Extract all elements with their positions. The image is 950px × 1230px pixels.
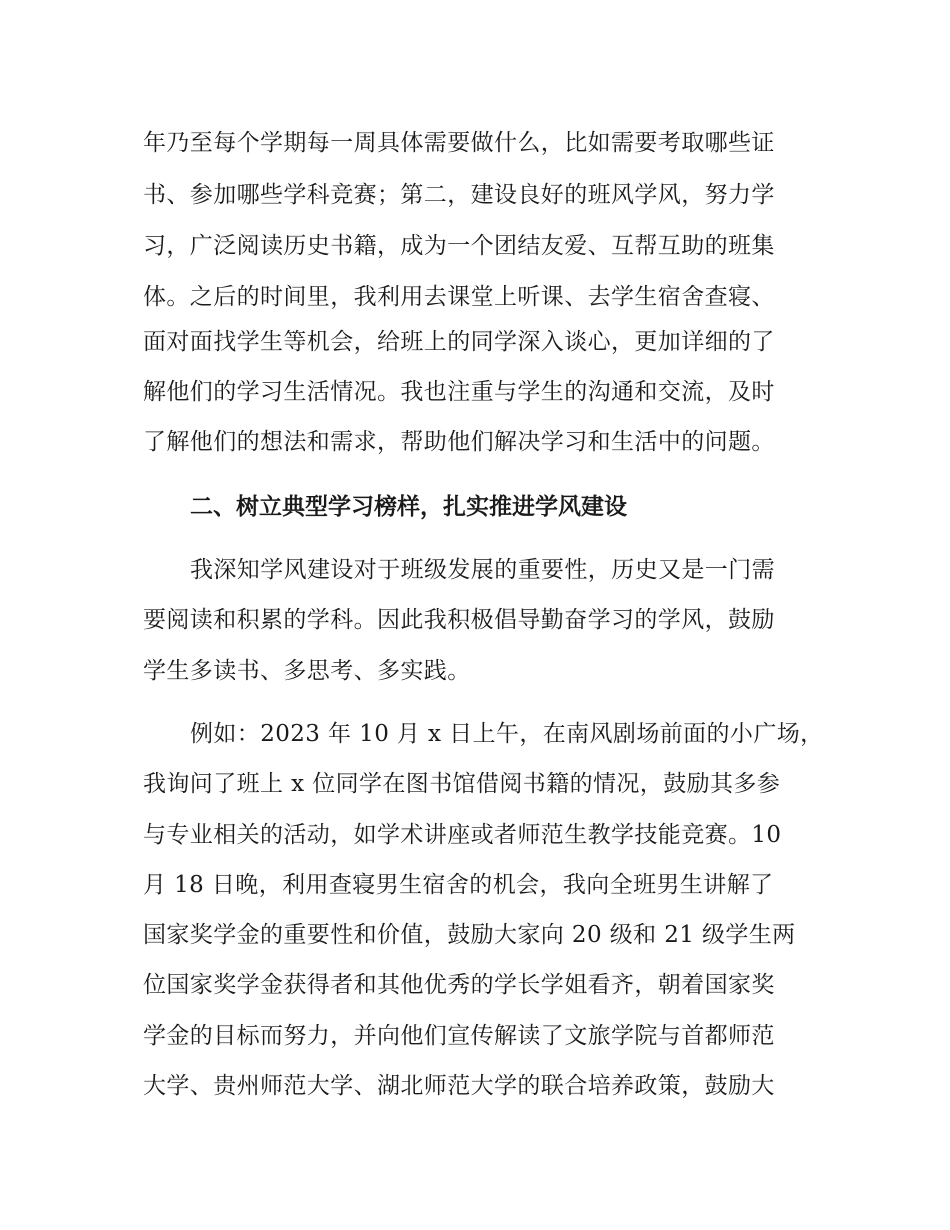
text-line: 了解他们的想法和需求，帮助他们解决学习和生活中的问题。 — [143, 429, 775, 455]
text-line: 位国家奖学金获得者和其他优秀的学长学姐看齐，朝着国家奖 — [143, 972, 775, 998]
text-line: 国家奖学金的重要性和价值，鼓励大家向 20 级和 21 级学生两 — [143, 922, 796, 948]
text-line: 书、参加哪些学科竞赛；第二，建设良好的班风学风，努力学 — [143, 182, 775, 208]
text-line: 学生多读书、多思考、多实践。 — [143, 658, 471, 684]
text-line: 我询问了班上 x 位同学在图书馆借阅书籍的情况，鼓励其多参 — [143, 771, 781, 797]
section-heading: 二、树立典型学习榜样，扎实推进学风建设 — [190, 494, 627, 520]
text-line: 年乃至每个学期每一周具体需要做什么，比如需要考取哪些证 — [143, 130, 775, 156]
text-line: 体。之后的时间里，我利用去课堂上听课、去学生宿舍查寝、 — [143, 284, 775, 310]
text-line: 月 18 日晚，利用查寝男生宿舍的机会，我向全班男生讲解了 — [143, 872, 774, 898]
text-line: 习，广泛阅读历史书籍，成为一个团结友爱、互帮互助的班集 — [143, 233, 775, 259]
text-line: 解他们的学习生活情况。我也注重与学生的沟通和交流，及时 — [143, 379, 775, 405]
text-line: 大学、贵州师范大学、湖北师范大学的联合培养政策，鼓励大 — [143, 1073, 775, 1099]
text-line: 例如：2023 年 10 月 x 日上午，在南风剧场前面的小广场， — [190, 721, 824, 747]
text-line: 我深知学风建设对于班级发展的重要性，历史又是一门需 — [190, 557, 775, 583]
text-line: 要阅读和积累的学科。因此我积极倡导勤奋学习的学风，鼓励 — [143, 607, 775, 633]
text-line: 学金的目标而努力，并向他们宣传解读了文旅学院与首都师范 — [143, 1023, 775, 1049]
text-line: 面对面找学生等机会，给班上的同学深入谈心，更加详细的了 — [143, 329, 775, 355]
text-line: 与专业相关的活动，如学术讲座或者师范生教学技能竞赛。10 — [143, 822, 782, 848]
